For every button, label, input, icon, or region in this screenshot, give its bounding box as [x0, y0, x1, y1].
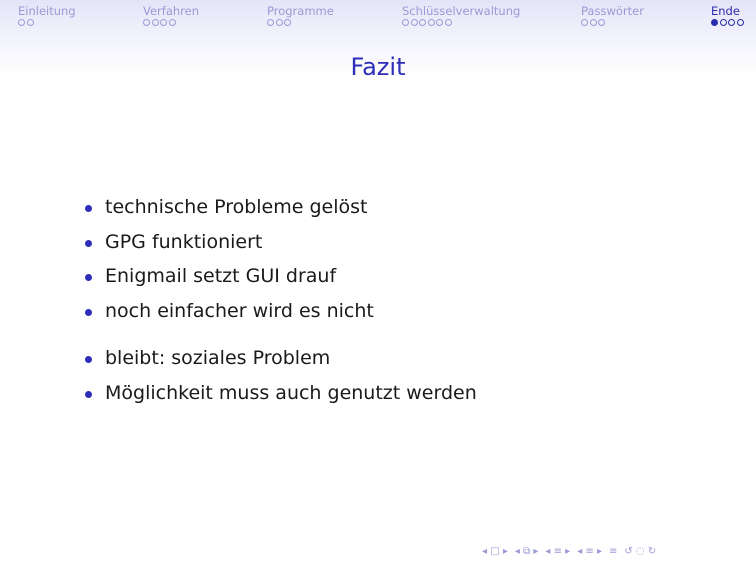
list-item: noch einfacher wird es nicht [83, 299, 477, 334]
list-item: technische Probleme gelöst [83, 195, 477, 230]
align-icon[interactable]: ≡ [608, 546, 618, 557]
nav-section-label: Passwörter [581, 4, 644, 18]
nav-dot[interactable] [267, 19, 274, 26]
nav-dot[interactable] [728, 19, 735, 26]
section-nav-icon[interactable]: ◂ ≡ ▸ [577, 546, 602, 557]
nav-dot[interactable] [27, 19, 34, 26]
nav-dot[interactable] [276, 19, 283, 26]
nav-section-ende[interactable] [711, 4, 744, 26]
nav-dot[interactable] [598, 19, 605, 26]
nav-dot[interactable] [18, 19, 25, 26]
list-item: GPG funktioniert [83, 230, 477, 265]
nav-dot[interactable] [152, 19, 159, 26]
nav-dot[interactable] [720, 19, 727, 26]
nav-section-programme[interactable] [267, 4, 334, 26]
search-icon[interactable]: ↺ ◌ ↻ [624, 546, 657, 557]
nav-section-schluesselverwaltung[interactable] [402, 4, 520, 26]
nav-section-label: Ende [711, 4, 740, 18]
nav-section-dots [711, 19, 744, 26]
nav-dot[interactable] [581, 19, 588, 26]
list-item: bleibt: soziales Problem [83, 346, 477, 381]
nav-dot[interactable] [402, 19, 409, 26]
beamer-navigation-symbols [482, 546, 656, 557]
nav-dot[interactable] [143, 19, 150, 26]
slide-nav-icon[interactable]: ◂ □ ▸ [482, 546, 508, 557]
nav-section-dots [581, 19, 644, 26]
nav-section-verfahren[interactable] [143, 4, 199, 26]
nav-dot-current[interactable] [711, 19, 718, 26]
frame-nav-icon[interactable]: ◂ ⧉ ▸ [514, 546, 539, 557]
slide-title: Fazit [350, 53, 406, 81]
nav-section-dots [18, 19, 76, 26]
nav-section-label: Verfahren [143, 4, 200, 18]
nav-dot[interactable] [590, 19, 597, 26]
list-item: Möglichkeit muss auch genutzt werden [83, 381, 477, 416]
nav-section-label: Programme [267, 4, 334, 18]
bullet-list [83, 195, 477, 415]
nav-section-label: Schlüsselverwaltung [402, 4, 521, 18]
navigation-bar [0, 0, 756, 36]
nav-dot[interactable] [411, 19, 418, 26]
nav-dot[interactable] [419, 19, 426, 26]
nav-section-einleitung[interactable] [18, 4, 76, 26]
nav-section-dots [143, 19, 199, 26]
nav-dot[interactable] [737, 19, 744, 26]
list-item: Enigmail setzt GUI drauf [83, 264, 477, 299]
nav-section-dots [402, 19, 520, 26]
nav-dot[interactable] [428, 19, 435, 26]
nav-dot[interactable] [445, 19, 452, 26]
nav-section-dots [267, 19, 334, 26]
nav-dot[interactable] [169, 19, 176, 26]
nav-section-label: Einleitung [18, 4, 76, 18]
nav-section-passwoerter[interactable] [581, 4, 644, 26]
subsection-nav-icon[interactable]: ◂ ≡ ▸ [545, 546, 571, 557]
nav-dot[interactable] [284, 19, 291, 26]
nav-dot[interactable] [160, 19, 167, 26]
nav-dot[interactable] [436, 19, 443, 26]
